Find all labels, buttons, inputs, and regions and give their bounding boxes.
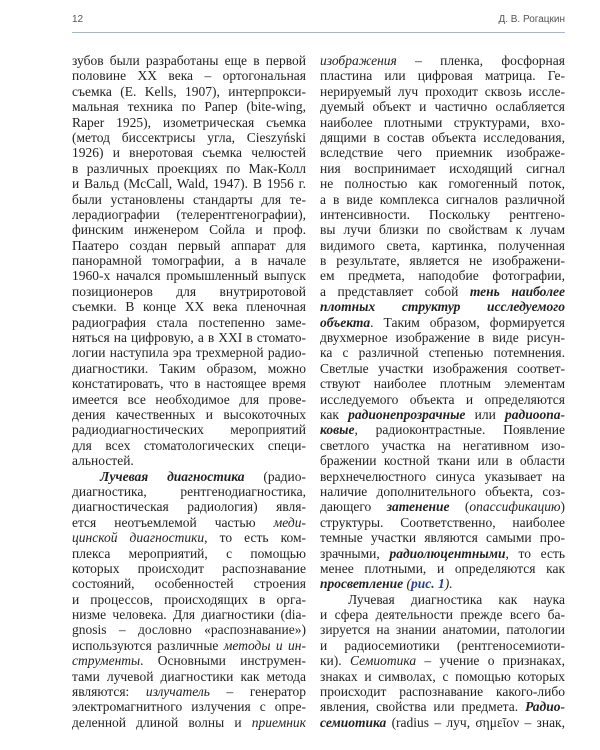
text-segment: Семиотика (349, 653, 417, 669)
text-line (72, 53, 306, 68)
text-line (320, 161, 565, 176)
text-line (72, 653, 306, 668)
text-line (320, 684, 565, 699)
text-line (320, 376, 565, 391)
text-segment: происходит распознавание какого-либо (320, 684, 565, 700)
text-segment: меди- (273, 514, 306, 530)
text-line (72, 669, 306, 684)
text-segment: зубов были разработаны еще в первой (72, 53, 306, 68)
text-segment: деленной длиной волны и (72, 714, 252, 730)
text-line (72, 546, 306, 561)
text-segment: – пленка, фосфорная (396, 53, 565, 68)
text-segment: позиционеров для внутриротовой (72, 283, 306, 299)
text-line (320, 299, 565, 314)
text-segment: тень наиболее (469, 283, 565, 299)
text-segment: семиотика (320, 714, 387, 730)
text-segment: знаках и символах, с помощью которых (320, 668, 565, 684)
text-segment: радиолюцентными (389, 545, 506, 561)
text-segment: наличие дополнительного объекта, соз- (320, 483, 565, 499)
text-segment: темные участки являются самыми про- (320, 530, 565, 546)
text-segment: альностей. (72, 453, 134, 469)
text-line (72, 715, 306, 730)
text-segment: , то есть (505, 545, 565, 561)
text-line (72, 438, 306, 453)
text-line (320, 192, 565, 207)
text-segment: которых происходит распознавание (72, 560, 306, 576)
text-segment: светлого участка на негативном изо- (320, 437, 565, 453)
text-line (72, 315, 306, 330)
text-line (320, 84, 565, 99)
text-line (320, 253, 565, 268)
text-segment: нерируемый луч проходит сквозь иссле- (320, 83, 565, 99)
text-segment: являются: (72, 684, 146, 700)
text-segment: и Вальд (McCall, Wald, 1947). В 1956 г. (72, 176, 306, 192)
text-segment: приемник (251, 714, 306, 730)
text-line (72, 576, 306, 591)
text-segment: вы лучи близки по свойствам к лучам (320, 222, 565, 238)
text-line (72, 699, 306, 714)
text-segment: электромагнитного излучения с опре- (72, 699, 306, 715)
text-segment: имеется все необходимое для прове- (72, 391, 306, 407)
text-segment: плотных структур исследуемого (320, 299, 565, 315)
text-line (72, 268, 306, 283)
text-line (72, 515, 306, 530)
text-segment: съемка (E. Kells, 1907), интерпрокси- (72, 83, 306, 99)
text-line (320, 484, 565, 499)
text-segment: интенсивности. Поскольку рентгено- (320, 206, 565, 222)
text-line (320, 68, 565, 83)
text-segment: Светлые участки изображения соответ- (320, 360, 565, 376)
text-segment: Паатеро создан первый аппарат для (72, 237, 306, 253)
text-line (72, 84, 306, 99)
text-segment: 1960-х начался промышленный выпуск (72, 268, 306, 284)
text-line (320, 561, 565, 576)
text-segment: в результате, является не изображени- (320, 253, 565, 269)
text-line (320, 268, 565, 283)
text-segment: Лучевая диагностика (100, 468, 245, 484)
text-line (72, 530, 306, 545)
text-segment: а представляет собой (320, 283, 470, 299)
text-line (320, 330, 565, 345)
text-line (72, 176, 306, 191)
text-line (72, 253, 306, 268)
text-line (320, 607, 565, 622)
text-line (320, 453, 565, 468)
text-line (72, 345, 306, 360)
text-line (72, 484, 306, 499)
text-segment: излучатель (145, 684, 210, 700)
text-segment: исследуемого объекта и определяются (320, 391, 565, 407)
text-segment: тами лучевой диагностики как метода (72, 668, 306, 684)
text-segment: дящими в состав объекта исследования, (320, 129, 565, 145)
text-line (72, 407, 306, 422)
text-segment: Лучевая диагностика как наука (348, 591, 565, 607)
text-segment: используются различные (72, 637, 224, 653)
text-segment: ствуют наиболее плотным элементам (320, 376, 565, 392)
text-segment: менее плотными, и определяются как (320, 560, 565, 576)
text-line (320, 515, 565, 530)
text-segment: методы и ин- (223, 637, 306, 653)
text-line (72, 392, 306, 407)
text-line (320, 130, 565, 145)
text-segment: лерадиографии (телерентгенографии), (72, 206, 306, 222)
text-segment: ковые (320, 422, 355, 438)
text-line (320, 99, 565, 114)
text-line (320, 576, 565, 591)
text-segment: плекса мероприятий, с помощью (72, 545, 306, 561)
text-segment: половине XX века – ортогональная (72, 68, 306, 84)
text-line (320, 530, 565, 545)
text-segment: и процессов, происходящих в орга- (72, 591, 306, 607)
text-segment: (радио- (244, 468, 306, 484)
text-line (72, 284, 306, 299)
text-segment: цинской диагностики (72, 530, 205, 546)
text-segment: зрачными, (320, 545, 390, 561)
text-segment: объекта (320, 314, 371, 330)
text-segment: наиболее плотными структурами, вхо- (320, 114, 565, 130)
text-segment: а в виде комплекса сигналов различной (320, 191, 565, 207)
text-line (320, 653, 565, 668)
text-segment: радиоопа- (505, 406, 566, 422)
text-segment: для всех стоматологических специ- (72, 437, 306, 453)
text-segment: радионепрозрачные (348, 406, 466, 422)
text-segment: ) (560, 499, 565, 515)
text-segment: состояний, особенностей строения (72, 576, 306, 592)
text-column-right (320, 53, 565, 730)
text-line (320, 407, 565, 422)
text-segment: зируется на знании анатомии, патологии (320, 622, 565, 638)
text-line (320, 115, 565, 130)
text-segment: съемки. В конце XX века пленочная (72, 299, 306, 315)
text-line (320, 638, 565, 653)
text-segment: ния воспринимает исходящий сигнал (320, 160, 565, 176)
figure-reference-link[interactable]: рис. 1 (410, 576, 445, 592)
text-line (72, 161, 306, 176)
text-line (72, 99, 306, 114)
text-segment: вследствие чего приемник изображе- (320, 145, 565, 161)
text-line (72, 115, 306, 130)
text-line (72, 684, 306, 699)
header-rule (72, 32, 565, 33)
text-segment: изображения (320, 53, 397, 68)
text-segment: ется неотъемлемой частью (72, 514, 274, 530)
text-line (72, 130, 306, 145)
text-line (320, 176, 565, 191)
text-segment: или (465, 406, 506, 422)
text-segment: дения качественных и высокоточных (72, 406, 306, 422)
text-line (320, 53, 565, 68)
text-segment: и сфера деятельности прежде всего ба- (320, 607, 565, 623)
text-segment: , радиоконтрастные. Появление (354, 422, 565, 438)
text-line (320, 284, 565, 299)
text-segment: просветление (320, 576, 404, 592)
text-segment: не полностью как гомогенный поток, (320, 176, 565, 192)
text-line (320, 315, 565, 330)
text-line (72, 561, 306, 576)
text-segment: – генератор (209, 684, 306, 700)
text-line (320, 345, 565, 360)
text-line (320, 469, 565, 484)
text-line (320, 392, 565, 407)
text-segment: низме человека. Для диагностики (dia- (72, 607, 306, 623)
text-line (72, 607, 306, 622)
page-number: 12 (72, 14, 84, 25)
text-segment: констатировать, что в настоящее время (72, 376, 306, 392)
text-line (320, 361, 565, 376)
text-segment: видимого света, картинка, полученная (320, 237, 565, 253)
text-line (72, 376, 306, 391)
text-line (320, 592, 565, 607)
text-segment: мальная техника по Рапер (bite-wing, (72, 99, 306, 115)
text-segment: ( (403, 576, 411, 592)
text-line (72, 453, 306, 468)
text-segment: ка с различной степенью потемнения. (320, 345, 565, 361)
text-segment: gnosis – дословно «распознавание») (72, 622, 306, 638)
text-segment: (radius – луч, σημεῖον – знак, (386, 714, 565, 730)
text-line (72, 469, 306, 484)
text-segment: явления, свойства или предмета. (320, 699, 526, 715)
text-segment: верхнечелюстного синуса указывает на (320, 468, 565, 484)
text-line (320, 499, 565, 514)
text-line (72, 222, 306, 237)
text-segment: диагностическая радиология) явля- (72, 499, 306, 515)
text-segment: струменты (72, 653, 141, 669)
text-line (320, 715, 565, 730)
text-segment: ( (449, 499, 470, 515)
text-segment: затенение (386, 499, 450, 515)
text-line (72, 68, 306, 83)
text-line (72, 361, 306, 376)
text-line (72, 238, 306, 253)
text-line (72, 622, 306, 637)
text-line (320, 238, 565, 253)
text-segment: 1926) и внеротовая съемка челюстей (72, 145, 306, 161)
text-segment: финским инженером Сойла и проф. (72, 222, 306, 238)
running-head-author: Д. В. Рогацкин (498, 14, 565, 25)
text-line (320, 699, 565, 714)
text-line (72, 638, 306, 653)
text-line (72, 422, 306, 437)
text-line (72, 145, 306, 160)
text-segment: диагностика, рентгенодиагностика, (72, 483, 306, 499)
text-segment: были установлены стандарты для те- (72, 191, 306, 207)
text-line (72, 592, 306, 607)
text-segment: радиография стала постепенно заме- (72, 314, 306, 330)
text-line (320, 422, 565, 437)
text-segment: – учение о признаках, (416, 653, 565, 669)
text-segment: ки). (320, 653, 350, 669)
text-line (320, 438, 565, 453)
text-line (320, 222, 565, 237)
text-segment: диагностики. Таким образом, можно (72, 360, 306, 376)
text-segment: логии наступила эра трехмерной радио- (72, 345, 306, 361)
text-segment: Raper 1925), изометрическая съемка (72, 114, 306, 130)
text-segment: и радиосемиотики (рентгеносемиоти- (320, 637, 565, 653)
text-segment: в различных проекциях по Мак-Колл (72, 160, 306, 176)
text-segment: . Основными инструмен- (140, 653, 306, 669)
text-line (320, 669, 565, 684)
text-line (320, 207, 565, 222)
text-line (72, 192, 306, 207)
text-line (72, 299, 306, 314)
text-segment: ). (444, 576, 453, 592)
text-segment: няться на цифровую, а в XXI в стомато- (72, 330, 306, 346)
text-segment: радиодиагностических мероприятий (72, 422, 306, 438)
text-segment: (метод биссектрисы угла, Cieszyński (72, 129, 306, 145)
text-segment: двухмерное изображение в виде рисун- (320, 330, 565, 346)
text-segment: . Таким образом, формируется (370, 314, 565, 330)
text-segment: как (320, 406, 349, 422)
text-segment: панорамной томографии, а в начале (72, 253, 306, 269)
text-line (72, 207, 306, 222)
text-segment: Радио- (525, 699, 565, 715)
text-segment: пластина или цифровая матрица. Ге- (320, 68, 565, 84)
text-segment: дуемый объект и частично ослабляется (320, 99, 565, 115)
text-segment: , то есть ком- (204, 530, 306, 546)
text-line (320, 145, 565, 160)
text-line (320, 546, 565, 561)
text-column-left (72, 53, 306, 730)
text-segment: структуры. Соответственно, наиболее (320, 514, 565, 530)
text-segment: дающего (320, 499, 387, 515)
text-segment: ем предмета, наподобие фотографии, (320, 268, 565, 284)
text-line (320, 622, 565, 637)
text-segment: опассификацию (469, 499, 561, 515)
text-segment: бражении костной ткани или в области (320, 453, 565, 469)
text-line (72, 330, 306, 345)
text-line (72, 499, 306, 514)
